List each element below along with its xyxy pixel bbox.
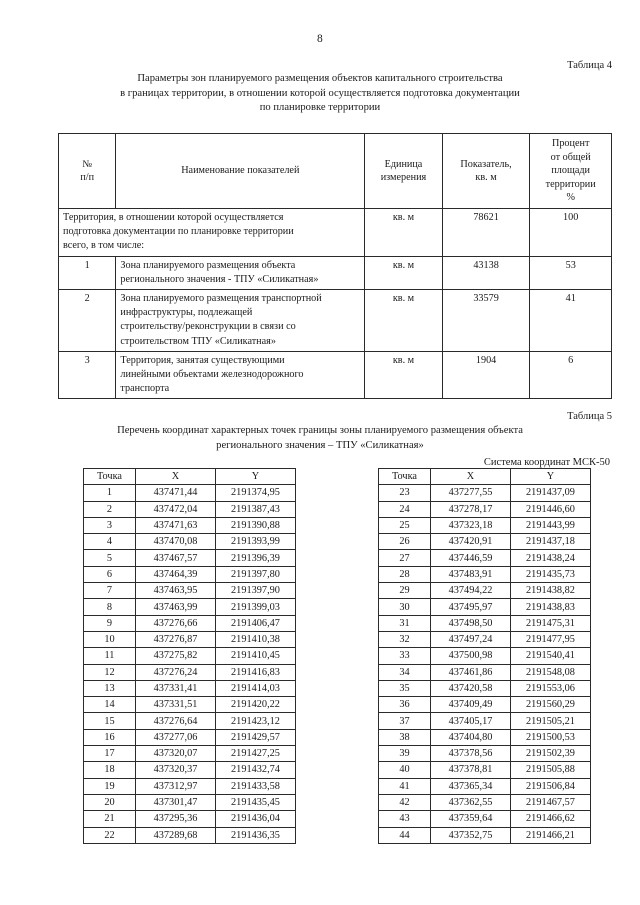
cell-x: 437295,36	[136, 811, 216, 827]
cell-x: 437470,08	[136, 534, 216, 550]
coordinate-row	[379, 517, 591, 533]
cell-x: 437472,04	[136, 501, 216, 517]
cell-y: 2191475,31	[511, 615, 591, 631]
coordinate-row	[84, 550, 296, 566]
coordinate-row	[84, 664, 296, 680]
cell-y: 2191560,29	[511, 697, 591, 713]
cell-x: 437277,55	[431, 485, 511, 501]
cell-indicator-name	[116, 351, 365, 399]
cell-y: 2191477,95	[511, 631, 591, 647]
cell-percent: 100	[530, 209, 612, 257]
cell-x: 437362,55	[431, 794, 511, 810]
coordinate-row	[379, 583, 591, 599]
cell-y: 2191502,39	[511, 746, 591, 762]
cell-point: 12	[84, 664, 136, 680]
table-row	[59, 209, 612, 257]
cell-name-line-2: линейными объектами железнодорожного	[120, 369, 304, 381]
header-value	[442, 134, 530, 209]
cell-indicator-name	[116, 290, 365, 352]
cell-percent: 41	[530, 290, 612, 352]
cell-point: 20	[84, 794, 136, 810]
cell-name-line-1: Территория, занятая существующими	[120, 354, 285, 366]
cell-number: 2	[59, 290, 116, 352]
cell-point: 2	[84, 501, 136, 517]
cell-x: 437378,56	[431, 746, 511, 762]
cell-y: 2191406,47	[216, 615, 296, 631]
coordinate-row	[84, 583, 296, 599]
cell-name-line-1: Зона планируемого размещения транспортной	[120, 293, 322, 305]
cell-point: 14	[84, 697, 136, 713]
cell-point: 33	[379, 648, 431, 664]
cell-name-line-1: Зона планируемого размещения объекта	[120, 259, 296, 271]
coordinate-row	[84, 517, 296, 533]
header-value-line-2: кв. м	[475, 172, 497, 183]
header-x: X	[431, 469, 511, 485]
coordinate-row	[84, 811, 296, 827]
cell-y: 2191500,53	[511, 729, 591, 745]
parameters-table	[58, 133, 612, 399]
coordinate-row	[84, 501, 296, 517]
parameters-table-head	[59, 134, 612, 209]
coordinates-left-body	[84, 485, 296, 844]
cell-point: 25	[379, 517, 431, 533]
cell-value: 1904	[442, 351, 530, 399]
header-percent-line-5: %	[566, 192, 575, 204]
cell-point: 31	[379, 615, 431, 631]
cell-name-line-2: подготовка документации по планировке территории	[63, 226, 294, 238]
table4-caption-line-2: в границах территории, в отношении которой осуществляется подготовка документации	[120, 87, 520, 99]
cell-name-line-1: Территория, в отношении которой осуществляется	[63, 212, 284, 223]
cell-name-line-3: транспорта	[120, 383, 170, 395]
header-point: Точка	[379, 469, 431, 485]
cell-value: 33579	[442, 290, 530, 352]
coordinate-row	[379, 615, 591, 631]
cell-point: 39	[379, 746, 431, 762]
cell-x: 437320,37	[136, 762, 216, 778]
cell-point: 38	[379, 729, 431, 745]
cell-y: 2191548,08	[511, 664, 591, 680]
cell-percent: 53	[530, 256, 612, 289]
cell-number: 3	[59, 351, 116, 399]
cell-x: 437471,63	[136, 517, 216, 533]
cell-point: 9	[84, 615, 136, 631]
header-value-line-1: Показатель,	[460, 158, 512, 170]
cell-x: 437467,57	[136, 550, 216, 566]
cell-x: 437446,59	[431, 550, 511, 566]
cell-point: 29	[379, 583, 431, 599]
cell-indicator-name	[116, 256, 365, 289]
cell-point: 6	[84, 566, 136, 582]
cell-y: 2191443,99	[511, 517, 591, 533]
cell-point: 40	[379, 762, 431, 778]
cell-x: 437404,80	[431, 729, 511, 745]
table5-label: Таблица 5	[567, 411, 612, 422]
cell-point: 3	[84, 517, 136, 533]
cell-y: 2191505,88	[511, 762, 591, 778]
coordinate-row	[379, 680, 591, 696]
cell-y: 2191540,41	[511, 648, 591, 664]
cell-point: 18	[84, 762, 136, 778]
cell-y: 2191414,03	[216, 680, 296, 696]
cell-point: 13	[84, 680, 136, 696]
cell-y: 2191466,62	[511, 811, 591, 827]
header-y: Y	[511, 469, 591, 485]
cell-point: 16	[84, 729, 136, 745]
cell-point: 41	[379, 778, 431, 794]
cell-point: 10	[84, 631, 136, 647]
cell-point: 24	[379, 501, 431, 517]
coordinates-right-head	[379, 469, 591, 485]
cell-x: 437301,47	[136, 794, 216, 810]
coordinate-row	[379, 599, 591, 615]
coordinates-table-right	[378, 468, 591, 844]
cell-y: 2191390,88	[216, 517, 296, 533]
coordinate-row	[379, 485, 591, 501]
cell-x: 437276,66	[136, 615, 216, 631]
table-row	[59, 256, 612, 289]
cell-y: 2191435,45	[216, 794, 296, 810]
cell-x: 437331,51	[136, 697, 216, 713]
cell-y: 2191466,21	[511, 827, 591, 843]
cell-x: 437463,95	[136, 583, 216, 599]
cell-x: 437365,34	[431, 778, 511, 794]
cell-y: 2191429,57	[216, 729, 296, 745]
coordinate-row	[379, 729, 591, 745]
cell-indicator-name	[59, 209, 365, 257]
coordinate-row	[379, 550, 591, 566]
cell-point: 17	[84, 746, 136, 762]
header-number-line-2: п/п	[80, 172, 95, 183]
cell-name-line-3: строительству/реконструкции в связи со	[120, 321, 296, 333]
cell-point: 37	[379, 713, 431, 729]
cell-point: 4	[84, 534, 136, 550]
cell-y: 2191374,95	[216, 485, 296, 501]
coordinate-row	[84, 827, 296, 843]
coordinate-row	[379, 811, 591, 827]
cell-x: 437277,06	[136, 729, 216, 745]
cell-point: 27	[379, 550, 431, 566]
cell-x: 437463,99	[136, 599, 216, 615]
cell-unit: кв. м	[365, 256, 443, 289]
cell-y: 2191427,25	[216, 746, 296, 762]
cell-y: 2191387,43	[216, 501, 296, 517]
coordinate-row	[84, 729, 296, 745]
cell-point: 28	[379, 566, 431, 582]
coordinate-row	[84, 631, 296, 647]
cell-name-line-2: инфраструктуры, подлежащей	[120, 307, 253, 319]
cell-y: 2191553,06	[511, 680, 591, 696]
cell-point: 8	[84, 599, 136, 615]
cell-y: 2191438,24	[511, 550, 591, 566]
cell-x: 437495,97	[431, 599, 511, 615]
coordinate-row	[379, 762, 591, 778]
header-x: X	[136, 469, 216, 485]
cell-unit: кв. м	[365, 351, 443, 399]
cell-y: 2191506,84	[511, 778, 591, 794]
coordinate-row	[84, 697, 296, 713]
header-unit-line-1: Единица	[384, 158, 423, 170]
cell-x: 437464,39	[136, 566, 216, 582]
table4-caption	[0, 72, 640, 116]
coordinate-row	[379, 566, 591, 582]
cell-y: 2191423,12	[216, 713, 296, 729]
cell-x: 437323,18	[431, 517, 511, 533]
header-percent-line-4: территории	[545, 178, 596, 190]
cell-x: 437352,75	[431, 827, 511, 843]
header-indicator-name: Наименование показателей	[116, 134, 365, 209]
coordinate-row	[84, 599, 296, 615]
coordinate-row	[84, 566, 296, 582]
header-unit	[365, 134, 443, 209]
cell-name-line-4: строительством ТПУ «Силикатная»	[120, 335, 276, 347]
coordinate-row	[379, 648, 591, 664]
cell-x: 437483,91	[431, 566, 511, 582]
cell-y: 2191420,22	[216, 697, 296, 713]
table5-caption	[0, 424, 640, 453]
coordinate-row	[84, 746, 296, 762]
header-point: Точка	[84, 469, 136, 485]
coordinate-row	[379, 778, 591, 794]
coordinate-row	[84, 615, 296, 631]
cell-y: 2191437,18	[511, 534, 591, 550]
cell-y: 2191437,09	[511, 485, 591, 501]
cell-y: 2191467,57	[511, 794, 591, 810]
cell-x: 437498,50	[431, 615, 511, 631]
cell-x: 437471,44	[136, 485, 216, 501]
table-header-row	[84, 469, 296, 485]
cell-x: 437420,91	[431, 534, 511, 550]
coordinate-row	[379, 664, 591, 680]
coordinates-table-left	[83, 468, 296, 844]
coordinate-row	[84, 778, 296, 794]
table-header-row	[379, 469, 591, 485]
cell-x: 437275,82	[136, 648, 216, 664]
coordinate-row	[84, 713, 296, 729]
cell-point: 1	[84, 485, 136, 501]
cell-y: 2191399,03	[216, 599, 296, 615]
cell-point: 30	[379, 599, 431, 615]
cell-x: 437276,64	[136, 713, 216, 729]
cell-y: 2191438,83	[511, 599, 591, 615]
header-number-line-1: №	[82, 158, 93, 170]
cell-point: 42	[379, 794, 431, 810]
cell-y: 2191397,90	[216, 583, 296, 599]
cell-y: 2191436,35	[216, 827, 296, 843]
coordinate-row	[379, 746, 591, 762]
table5-caption-line-1: Перечень координат характерных точек границы зоны планируемого размещения объекта	[117, 425, 523, 436]
cell-x: 437289,68	[136, 827, 216, 843]
header-percent-line-2: от общей	[550, 151, 591, 163]
header-unit-line-2: измерения	[380, 172, 427, 183]
cell-x: 437320,07	[136, 746, 216, 762]
coordinate-row	[379, 713, 591, 729]
cell-x: 437278,17	[431, 501, 511, 517]
cell-point: 22	[84, 827, 136, 843]
cell-x: 437409,49	[431, 697, 511, 713]
coordinates-right-body	[379, 485, 591, 844]
cell-y: 2191436,04	[216, 811, 296, 827]
parameters-table-body	[59, 209, 612, 399]
cell-point: 7	[84, 583, 136, 599]
coordinate-row	[84, 794, 296, 810]
cell-x: 437420,58	[431, 680, 511, 696]
coordinate-row	[379, 534, 591, 550]
cell-x: 437405,17	[431, 713, 511, 729]
cell-y: 2191438,82	[511, 583, 591, 599]
coordinate-row	[379, 794, 591, 810]
cell-x: 437276,24	[136, 664, 216, 680]
cell-y: 2191432,74	[216, 762, 296, 778]
coordinates-left-head	[84, 469, 296, 485]
header-number	[59, 134, 116, 209]
cell-value: 78621	[442, 209, 530, 257]
cell-x: 437494,22	[431, 583, 511, 599]
cell-number: 1	[59, 256, 116, 289]
cell-y: 2191416,83	[216, 664, 296, 680]
cell-x: 437500,98	[431, 648, 511, 664]
coordinate-row	[84, 648, 296, 664]
header-percent	[530, 134, 612, 209]
coordinate-row	[379, 501, 591, 517]
cell-point: 19	[84, 778, 136, 794]
coordinate-row	[84, 534, 296, 550]
table4-caption-line-1: Параметры зон планируемого размещения объектов капитального строительства	[137, 73, 503, 84]
cell-y: 2191446,60	[511, 501, 591, 517]
cell-x: 437497,24	[431, 631, 511, 647]
cell-y: 2191505,21	[511, 713, 591, 729]
coordinate-row	[84, 762, 296, 778]
cell-point: 23	[379, 485, 431, 501]
cell-point: 36	[379, 697, 431, 713]
table-row	[59, 351, 612, 399]
page-number: 8	[317, 33, 323, 45]
header-y: Y	[216, 469, 296, 485]
cell-y: 2191396,39	[216, 550, 296, 566]
cell-x: 437276,87	[136, 631, 216, 647]
cell-y: 2191433,58	[216, 778, 296, 794]
cell-x: 437461,86	[431, 664, 511, 680]
cell-point: 21	[84, 811, 136, 827]
coordinate-row	[379, 631, 591, 647]
cell-unit: кв. м	[365, 290, 443, 352]
cell-point: 5	[84, 550, 136, 566]
cell-x: 437312,97	[136, 778, 216, 794]
cell-point: 15	[84, 713, 136, 729]
cell-point: 35	[379, 680, 431, 696]
cell-y: 2191410,45	[216, 648, 296, 664]
table-header-row	[59, 134, 612, 209]
cell-unit: кв. м	[365, 209, 443, 257]
table5-caption-line-2: регионального значения – ТПУ «Силикатная»	[216, 439, 424, 451]
cell-y: 2191410,38	[216, 631, 296, 647]
coordinate-row	[379, 697, 591, 713]
coordinate-row	[379, 827, 591, 843]
cell-point: 44	[379, 827, 431, 843]
coordinate-system-note: Система координат МСК-50	[483, 457, 610, 468]
cell-x: 437359,64	[431, 811, 511, 827]
coordinate-row	[84, 680, 296, 696]
table4-caption-line-3: по планировке территории	[259, 102, 381, 114]
cell-point: 34	[379, 664, 431, 680]
cell-x: 437331,41	[136, 680, 216, 696]
coordinate-row	[84, 485, 296, 501]
cell-point: 26	[379, 534, 431, 550]
cell-percent: 6	[530, 351, 612, 399]
cell-x: 437378,81	[431, 762, 511, 778]
cell-value: 43138	[442, 256, 530, 289]
cell-name-line-3: всего, в том числе:	[63, 240, 145, 252]
header-percent-line-3: площади	[551, 165, 590, 177]
header-percent-line-1: Процент	[551, 138, 590, 150]
cell-name-line-2: регионального значения - ТПУ «Силикатная»	[120, 273, 319, 285]
cell-y: 2191435,73	[511, 566, 591, 582]
cell-y: 2191397,80	[216, 566, 296, 582]
cell-point: 11	[84, 648, 136, 664]
cell-point: 43	[379, 811, 431, 827]
table-row	[59, 290, 612, 352]
table4-label: Таблица 4	[567, 60, 612, 71]
cell-y: 2191393,99	[216, 534, 296, 550]
cell-point: 32	[379, 631, 431, 647]
